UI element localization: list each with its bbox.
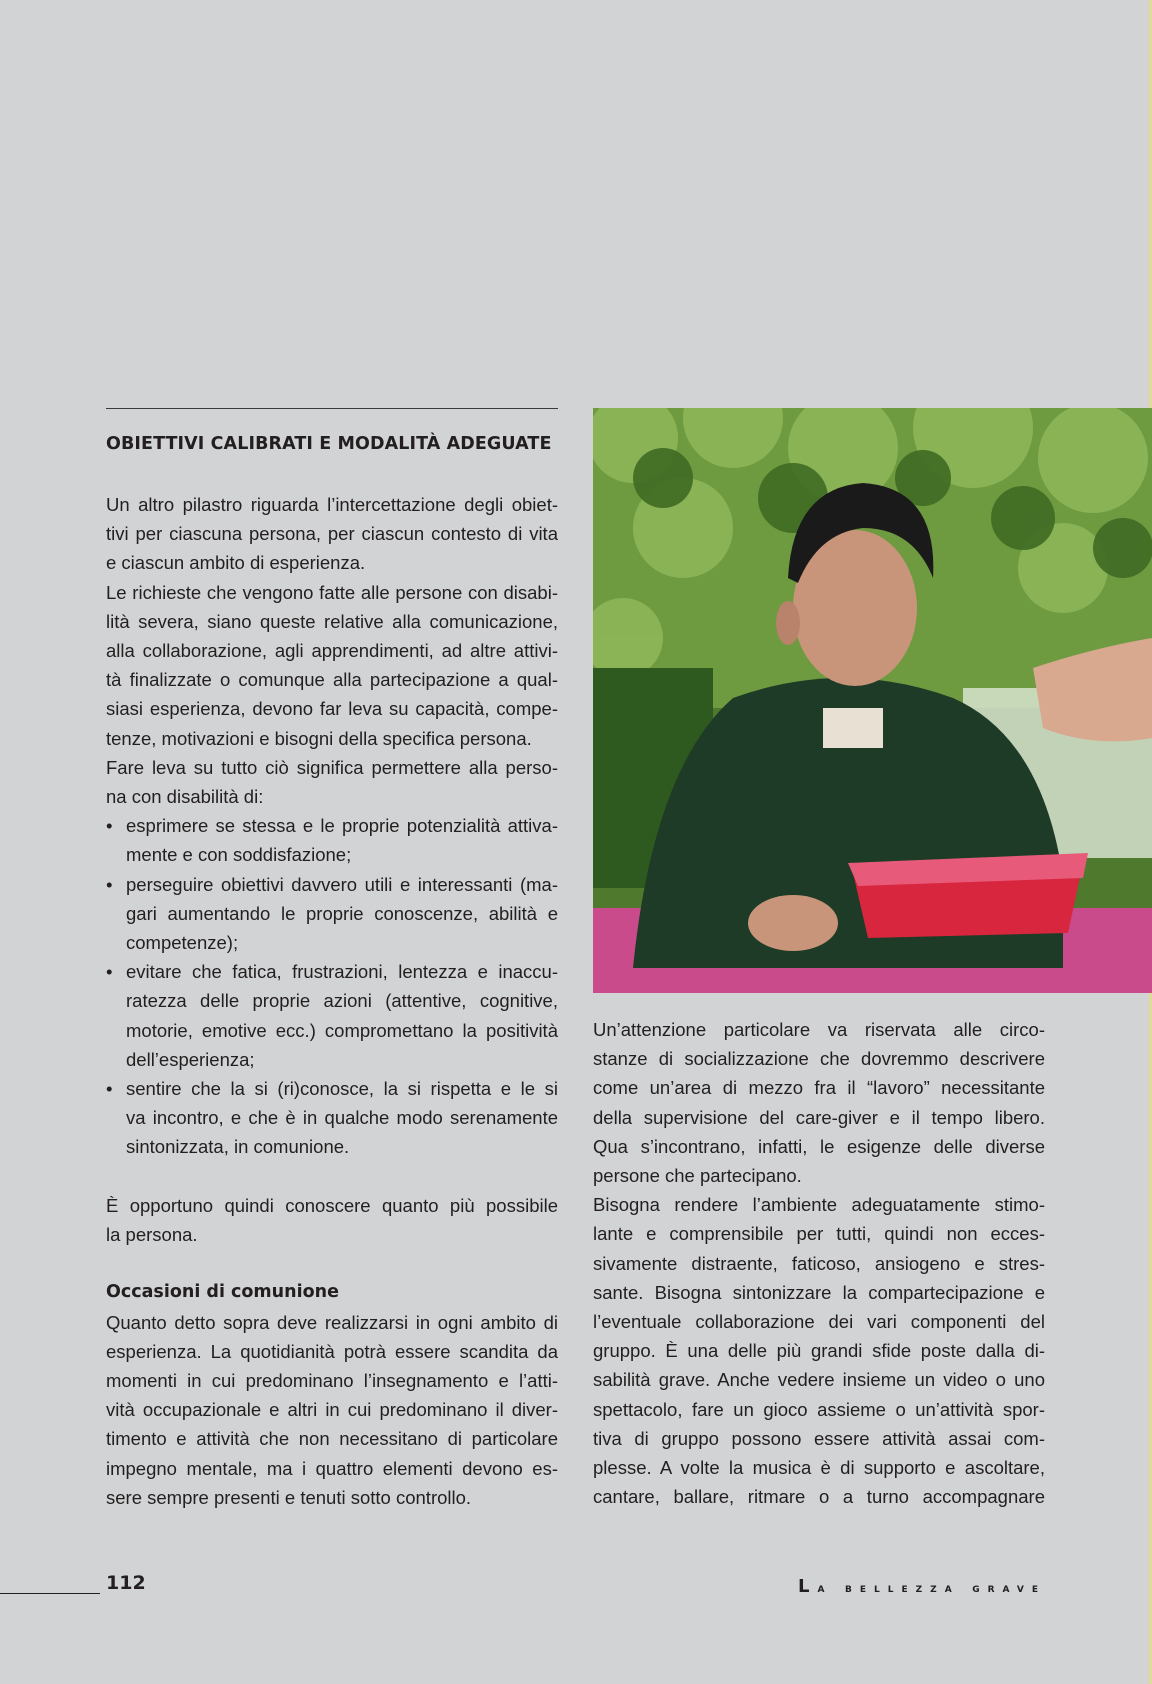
bullet-list (106, 811, 558, 1161)
text-line: alla collaborazione, agli apprendimenti, ad altre attivi- (106, 640, 558, 662)
text-line: Bisogna rendere l’ambiente adeguatamente stimo- (593, 1194, 1045, 1216)
bullet-marker: • (106, 961, 113, 983)
bullet-item (106, 811, 558, 869)
text-line: Un’attenzione particolare va riservata alle circo- (593, 1019, 1045, 1040)
text-line: momenti in cui predominano l’insegnamento e l’atti- (106, 1370, 558, 1392)
text-line: sante. Bisogna sintonizzare la compartecipazione e (593, 1281, 1045, 1303)
text-line: timento e attività che non necessitano di particolare (106, 1428, 558, 1450)
text-line: impegno mentale, ma i quattro elementi devono es- (106, 1457, 558, 1479)
comunione-paragraph (106, 1308, 558, 1512)
bullet-line: mente e con soddisfazione; (126, 844, 352, 866)
bullet-item (106, 1074, 558, 1162)
intro-paragraph (106, 490, 558, 811)
left-column (106, 490, 558, 1512)
text-line: plesse. A volte la musica è di supporto e ascoltare, (593, 1457, 1045, 1479)
photo (593, 408, 1152, 993)
text-line: cantare, ballare, ritmare o a turno accompagnare (593, 1486, 1045, 1508)
text-line: lante e comprensibile per tutti, quindi non ecces- (593, 1223, 1045, 1245)
text-line: sivamente distraente, faticoso, ansiogeno e stres- (593, 1252, 1045, 1274)
bullet-marker: • (106, 815, 113, 837)
text-line: stanze di socializzazione che dovremmo descrivere (593, 1048, 1045, 1070)
text-line: l’eventuale collaborazione dei vari componenti del (593, 1311, 1045, 1333)
text-line: Qua s’incontrano, infatti, le esigenze delle diverse (593, 1135, 1045, 1157)
text-line: la persona. (106, 1224, 198, 1246)
text-line: gruppo. È una delle più grandi sfide poste dalla di- (593, 1340, 1045, 1362)
bullet-line: esprimere se stessa e le proprie potenzialità attiva- (126, 815, 558, 837)
bullet-line: competenze); (126, 932, 239, 954)
text-line: della supervisione del care-giver e il tempo libero. (593, 1106, 1045, 1128)
text-line: spettacolo, fare un gioco assieme o un’attività spor- (593, 1398, 1045, 1420)
bullet-line: va incontro, e che è in qualche modo serenamente (126, 1107, 558, 1129)
bullet-item (106, 957, 558, 1074)
text-line: vità occupazionale e altri in cui predominano il diver- (106, 1399, 558, 1421)
text-line: tenze, motivazioni e bisogni della specifica persona. (106, 727, 532, 749)
text-line: È opportuno quindi conoscere quanto più possibile (106, 1194, 558, 1216)
bullet-marker: • (106, 873, 113, 895)
right-column (593, 1015, 1045, 1511)
text-line: na con disabilità di: (106, 786, 264, 808)
text-line: Un altro pilastro riguarda l’intercettazione degli obiet- (106, 494, 558, 515)
text-line: persone che partecipano. (593, 1165, 802, 1187)
text-line: tiva di gruppo possono essere attività assai com- (593, 1427, 1045, 1449)
text-line: Quanto detto sopra deve realizzarsi in ogni ambito di (106, 1311, 558, 1333)
text-line: tà finalizzate o comunque alla partecipazione a qual- (106, 669, 558, 691)
text-line: tivi per ciascuna persona, per ciascun contesto di vita (106, 523, 558, 545)
text-line: esperienza. La quotidianità potrà essere scandita da (106, 1340, 558, 1362)
text-line: sere sempre presenti e tenuti sotto controllo. (106, 1486, 472, 1508)
text-line: e ciascun ambito di esperienza. (106, 552, 366, 574)
subheading: Occasioni di comunione (106, 1282, 339, 1303)
text-line: siasi esperienza, devono far leva su capacità, compe- (106, 698, 558, 720)
right-paragraph (593, 1015, 1045, 1511)
running-head: La bellezza grave (798, 1576, 1046, 1597)
page-number: 112 (106, 1572, 146, 1594)
section-rule (106, 408, 558, 409)
bullet-line: evitare che fatica, frustrazioni, lentezza e inaccu- (126, 961, 558, 983)
bullet-marker: • (106, 1078, 113, 1100)
closing-paragraph (106, 1191, 558, 1249)
bullet-line: perseguire obiettivi davvero utili e interessanti (ma- (126, 873, 558, 895)
text-line: lità severa, siano queste relative alla comunicazione, (106, 610, 558, 632)
text-line: Fare leva su tutto ciò significa permettere alla perso- (106, 756, 558, 778)
folio-rule (0, 1593, 100, 1594)
text-line: sabilità grave. Anche vedere insieme un video o uno (593, 1369, 1045, 1391)
bullet-line: sintonizzata, in comunione. (126, 1136, 350, 1158)
text-line: Le richieste che vengono fatte alle persone con disabi- (106, 581, 558, 603)
bullet-line: ratezza delle proprie azioni (attentive, cognitive, (126, 990, 558, 1012)
text-line: come un’area di mezzo fra il “lavoro” necessitante (593, 1077, 1045, 1099)
bullet-line: sentire che la si (ri)conosce, la si rispetta e le si (126, 1078, 558, 1100)
bullet-item (106, 870, 558, 958)
bullet-line: dell’esperienza; (126, 1048, 255, 1070)
section-heading: OBIETTIVI CALIBRATI E MODALITÀ ADEGUATE (106, 434, 552, 454)
bullet-line: gari aumentando le proprie conoscenze, abilità e (126, 902, 558, 924)
bullet-line: motorie, emotive ecc.) compromettano la positività (126, 1019, 558, 1041)
